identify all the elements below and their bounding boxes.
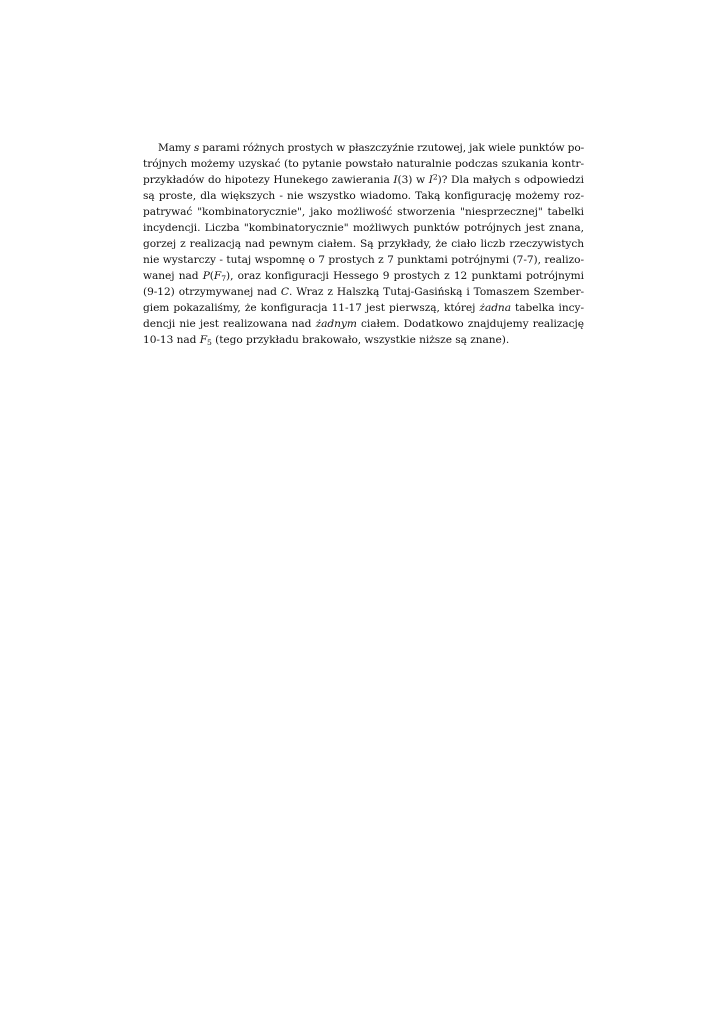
text-run: tabelka incy- bbox=[510, 302, 584, 314]
subscript: 5 bbox=[207, 337, 212, 347]
text-run: trójnych możemy uzyskać (to pytanie powstało naturalnie podczas szukania kontr- bbox=[143, 158, 584, 170]
superscript: 2 bbox=[432, 172, 438, 182]
paragraph-line bbox=[143, 142, 584, 154]
paragraph-line bbox=[143, 270, 584, 282]
paragraph-line bbox=[143, 254, 584, 266]
text-run: )? Dla małych s odpowiedzi bbox=[437, 174, 584, 186]
math-italic: I bbox=[393, 174, 398, 186]
paragraph-line bbox=[143, 190, 584, 202]
paragraph-line bbox=[143, 158, 584, 170]
text-run: patrywać "kombinatorycznie", jako możliwość stworzenia "niesprzecznej" tabelki bbox=[143, 206, 584, 218]
text-run: . Wraz z Halszką Tutaj-Gasińską i Tomaszem Szember- bbox=[288, 286, 584, 298]
text-run: (9-12) otrzymywanej nad bbox=[143, 286, 281, 298]
math-italic: P bbox=[202, 270, 210, 282]
math-italic: F bbox=[213, 270, 222, 282]
text-run: (tego przykładu brakowało, wszystkie niższe są znane). bbox=[211, 334, 510, 346]
math-italic: F bbox=[199, 334, 208, 346]
math-italic: żadnym bbox=[315, 318, 357, 330]
math-italic: żadna bbox=[479, 302, 511, 314]
text-run: wanej nad bbox=[143, 270, 203, 282]
math-italic: s bbox=[193, 142, 200, 154]
paragraph-line bbox=[143, 206, 584, 218]
text-run: nie wystarczy - tutaj wspomnę o 7 prostych z 7 punktami potrójnymi (7-7), realizo- bbox=[143, 254, 584, 266]
paragraph-line bbox=[143, 238, 584, 250]
paragraph-line bbox=[143, 286, 584, 298]
text-run: giem pokazaliśmy, że konfiguracja 11-17 jest pierwszą, której bbox=[143, 302, 480, 314]
paragraph-line bbox=[143, 302, 584, 314]
text-run: ( bbox=[209, 270, 214, 282]
paragraph-line bbox=[143, 334, 509, 346]
paragraph-line bbox=[143, 174, 584, 186]
text-run: incydencji. Liczba "kombinatorycznie" możliwych punktów potrójnych jest znana, bbox=[143, 222, 584, 234]
text-run: gorzej z realizacją nad pewnym ciałem. Są przykłady, że ciało liczb rzeczywistych bbox=[143, 238, 584, 250]
subscript: 7 bbox=[221, 273, 226, 283]
text-run: (3) w bbox=[397, 174, 429, 186]
text-run: Mamy bbox=[158, 142, 194, 154]
math-italic: I bbox=[428, 174, 433, 186]
paragraph-line bbox=[143, 222, 584, 234]
text-run: dencji nie jest realizowana nad bbox=[143, 318, 316, 330]
text-run: parami różnych prostych w płaszczyźnie rzutowej, jak wiele punktów po- bbox=[199, 142, 585, 154]
text-run: ciałem. Dodatkowo znajdujemy realizację bbox=[356, 318, 584, 330]
text-run: są proste, dla większych - nie wszystko wiadomo. Taką konfigurację możemy roz- bbox=[143, 190, 584, 202]
text-run: 10-13 nad bbox=[143, 334, 200, 346]
text-run: ), oraz konfiguracji Hessego 9 prostych z 12 punktami potrójnymi bbox=[226, 270, 584, 282]
paragraph-line bbox=[143, 318, 584, 330]
math-italic: C bbox=[280, 286, 289, 298]
text-run: przykładów do hipotezy Hunekego zawierania bbox=[143, 174, 394, 186]
